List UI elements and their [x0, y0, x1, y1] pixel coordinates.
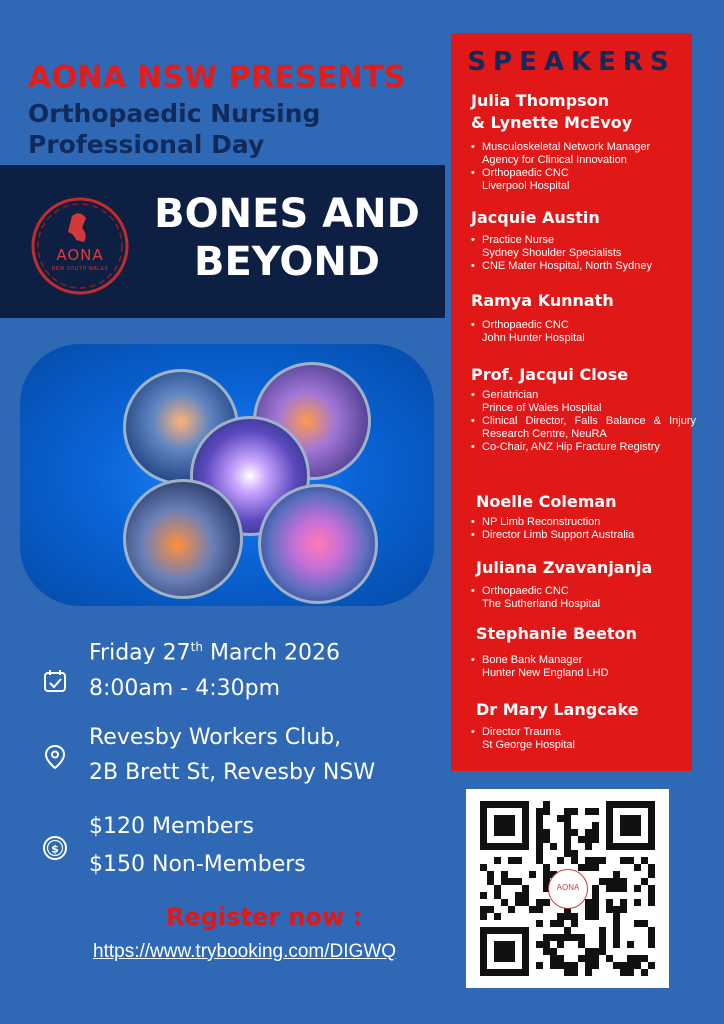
event-date-suffix: th: [190, 640, 203, 654]
speaker-role: [471, 167, 696, 193]
speaker-role: • Co-Chair, ANZ Hip Fracture Registry: [471, 441, 696, 454]
location-pin-icon: [42, 744, 68, 770]
headline-line1: BONES AND: [154, 191, 420, 237]
logo-text: AONA: [56, 246, 104, 264]
speaker-name: [471, 90, 632, 134]
event-time: 8:00am - 4:30pm: [89, 676, 281, 701]
speaker-name-line: & Lynette McEvoy: [471, 113, 633, 132]
speaker-role: [471, 319, 696, 345]
speaker-role: [471, 726, 696, 752]
event-date: [89, 640, 340, 665]
qr-badge-text: AONA: [556, 883, 580, 892]
speaker-role-text: Liverpool Hospital: [482, 180, 570, 192]
event-title: [28, 98, 320, 160]
speakers-panel: [451, 33, 696, 771]
ankle-xray-image: [123, 479, 243, 599]
speaker-role-text: Practice Nurse: [482, 234, 555, 246]
svg-text:$: $: [51, 842, 59, 856]
qr-logo-badge: [548, 869, 588, 909]
speaker-role: • Clinical Director, Falls Balance & Injury Research Centre, NeuRA: [471, 415, 696, 441]
headline-line2: BEYOND: [193, 239, 381, 285]
speaker-role-text: Orthopaedic CNC: [482, 319, 569, 331]
speaker-name: Jacquie Austin: [471, 208, 600, 227]
register-link[interactable]: https://www.trybooking.com/DIGWQ: [93, 941, 397, 962]
hero-anatomy-image: [20, 344, 434, 606]
speaker-role: • Director Limb Support Australia: [471, 529, 696, 542]
speaker-role-text: Director Trauma: [482, 726, 561, 738]
speaker-role-text: Hunter New England LHD: [482, 667, 609, 679]
speaker-role-text: Sydney Shoulder Specialists: [482, 247, 622, 259]
speaker-roles: [471, 234, 696, 273]
speaker-role-text: Musculoskeletal Network Manager: [482, 141, 651, 153]
speaker-name: Prof. Jacqui Close: [471, 365, 629, 384]
speakers-heading: SPEAKERS: [467, 47, 676, 77]
speaker-name: Dr Mary Langcake: [476, 700, 639, 719]
speaker-role-text: Prince of Wales Hospital: [482, 402, 602, 414]
speaker-roles: [471, 516, 696, 542]
speaker-role-text: Bone Bank Manager: [482, 654, 583, 666]
venue-address: 2B Brett St, Revesby NSW: [89, 760, 376, 785]
speaker-roles: [471, 319, 696, 345]
speaker-role-text: Orthopaedic CNC: [482, 585, 569, 597]
headline: [142, 190, 432, 286]
speaker-name-line: Julia Thompson: [471, 91, 610, 110]
speaker-name: Stephanie Beeton: [476, 624, 637, 643]
qr-code[interactable]: [466, 789, 669, 988]
price-members: $120 Members: [89, 814, 254, 839]
speaker-roles: [471, 141, 696, 193]
speaker-role-text: Geriatrician: [482, 389, 539, 401]
register-heading: Register now :: [166, 903, 363, 931]
dollar-coin-icon: [42, 835, 68, 861]
speaker-role-text: John Hunter Hospital: [482, 332, 585, 344]
speaker-role-text: Agency for Clinical Innovation: [482, 154, 627, 166]
venue-name: Revesby Workers Club,: [89, 725, 342, 750]
calendar-icon: [42, 668, 68, 694]
price-non-members: $150 Non-Members: [89, 852, 306, 877]
logo-subtext: NEW SOUTH WALES: [51, 266, 109, 272]
speaker-roles: [471, 726, 696, 752]
speaker-name: Juliana Zvavanjanja: [476, 558, 653, 577]
speaker-roles: [471, 654, 696, 680]
aona-logo: [28, 194, 132, 298]
speaker-role: [471, 389, 696, 415]
speaker-role: • NP Limb Reconstruction: [471, 516, 696, 529]
speaker-name: Noelle Coleman: [476, 492, 617, 511]
speaker-role: [471, 234, 696, 260]
speaker-role: [471, 260, 696, 273]
knee-xray-image: [258, 484, 378, 604]
speaker-role-text: CNE Mater Hospital, North Sydney: [482, 260, 652, 272]
speaker-role-text: St George Hospital: [482, 739, 575, 751]
speaker-roles: [471, 585, 696, 611]
event-title-line2: Professional Day: [28, 130, 265, 159]
speaker-role: [471, 141, 696, 167]
event-date-day: Friday 27: [89, 640, 191, 666]
speaker-roles: [471, 389, 696, 454]
speaker-name: Ramya Kunnath: [471, 291, 614, 310]
speaker-role-text: The Sutherland Hospital: [482, 598, 601, 610]
speaker-role: [471, 654, 696, 680]
event-title-line1: Orthopaedic Nursing: [28, 99, 321, 128]
speaker-role-text: Orthopaedic CNC: [482, 167, 569, 179]
presents-heading: AONA NSW PRESENTS: [28, 60, 406, 95]
event-date-rest: March 2026: [202, 640, 341, 666]
speaker-role: [471, 585, 696, 611]
